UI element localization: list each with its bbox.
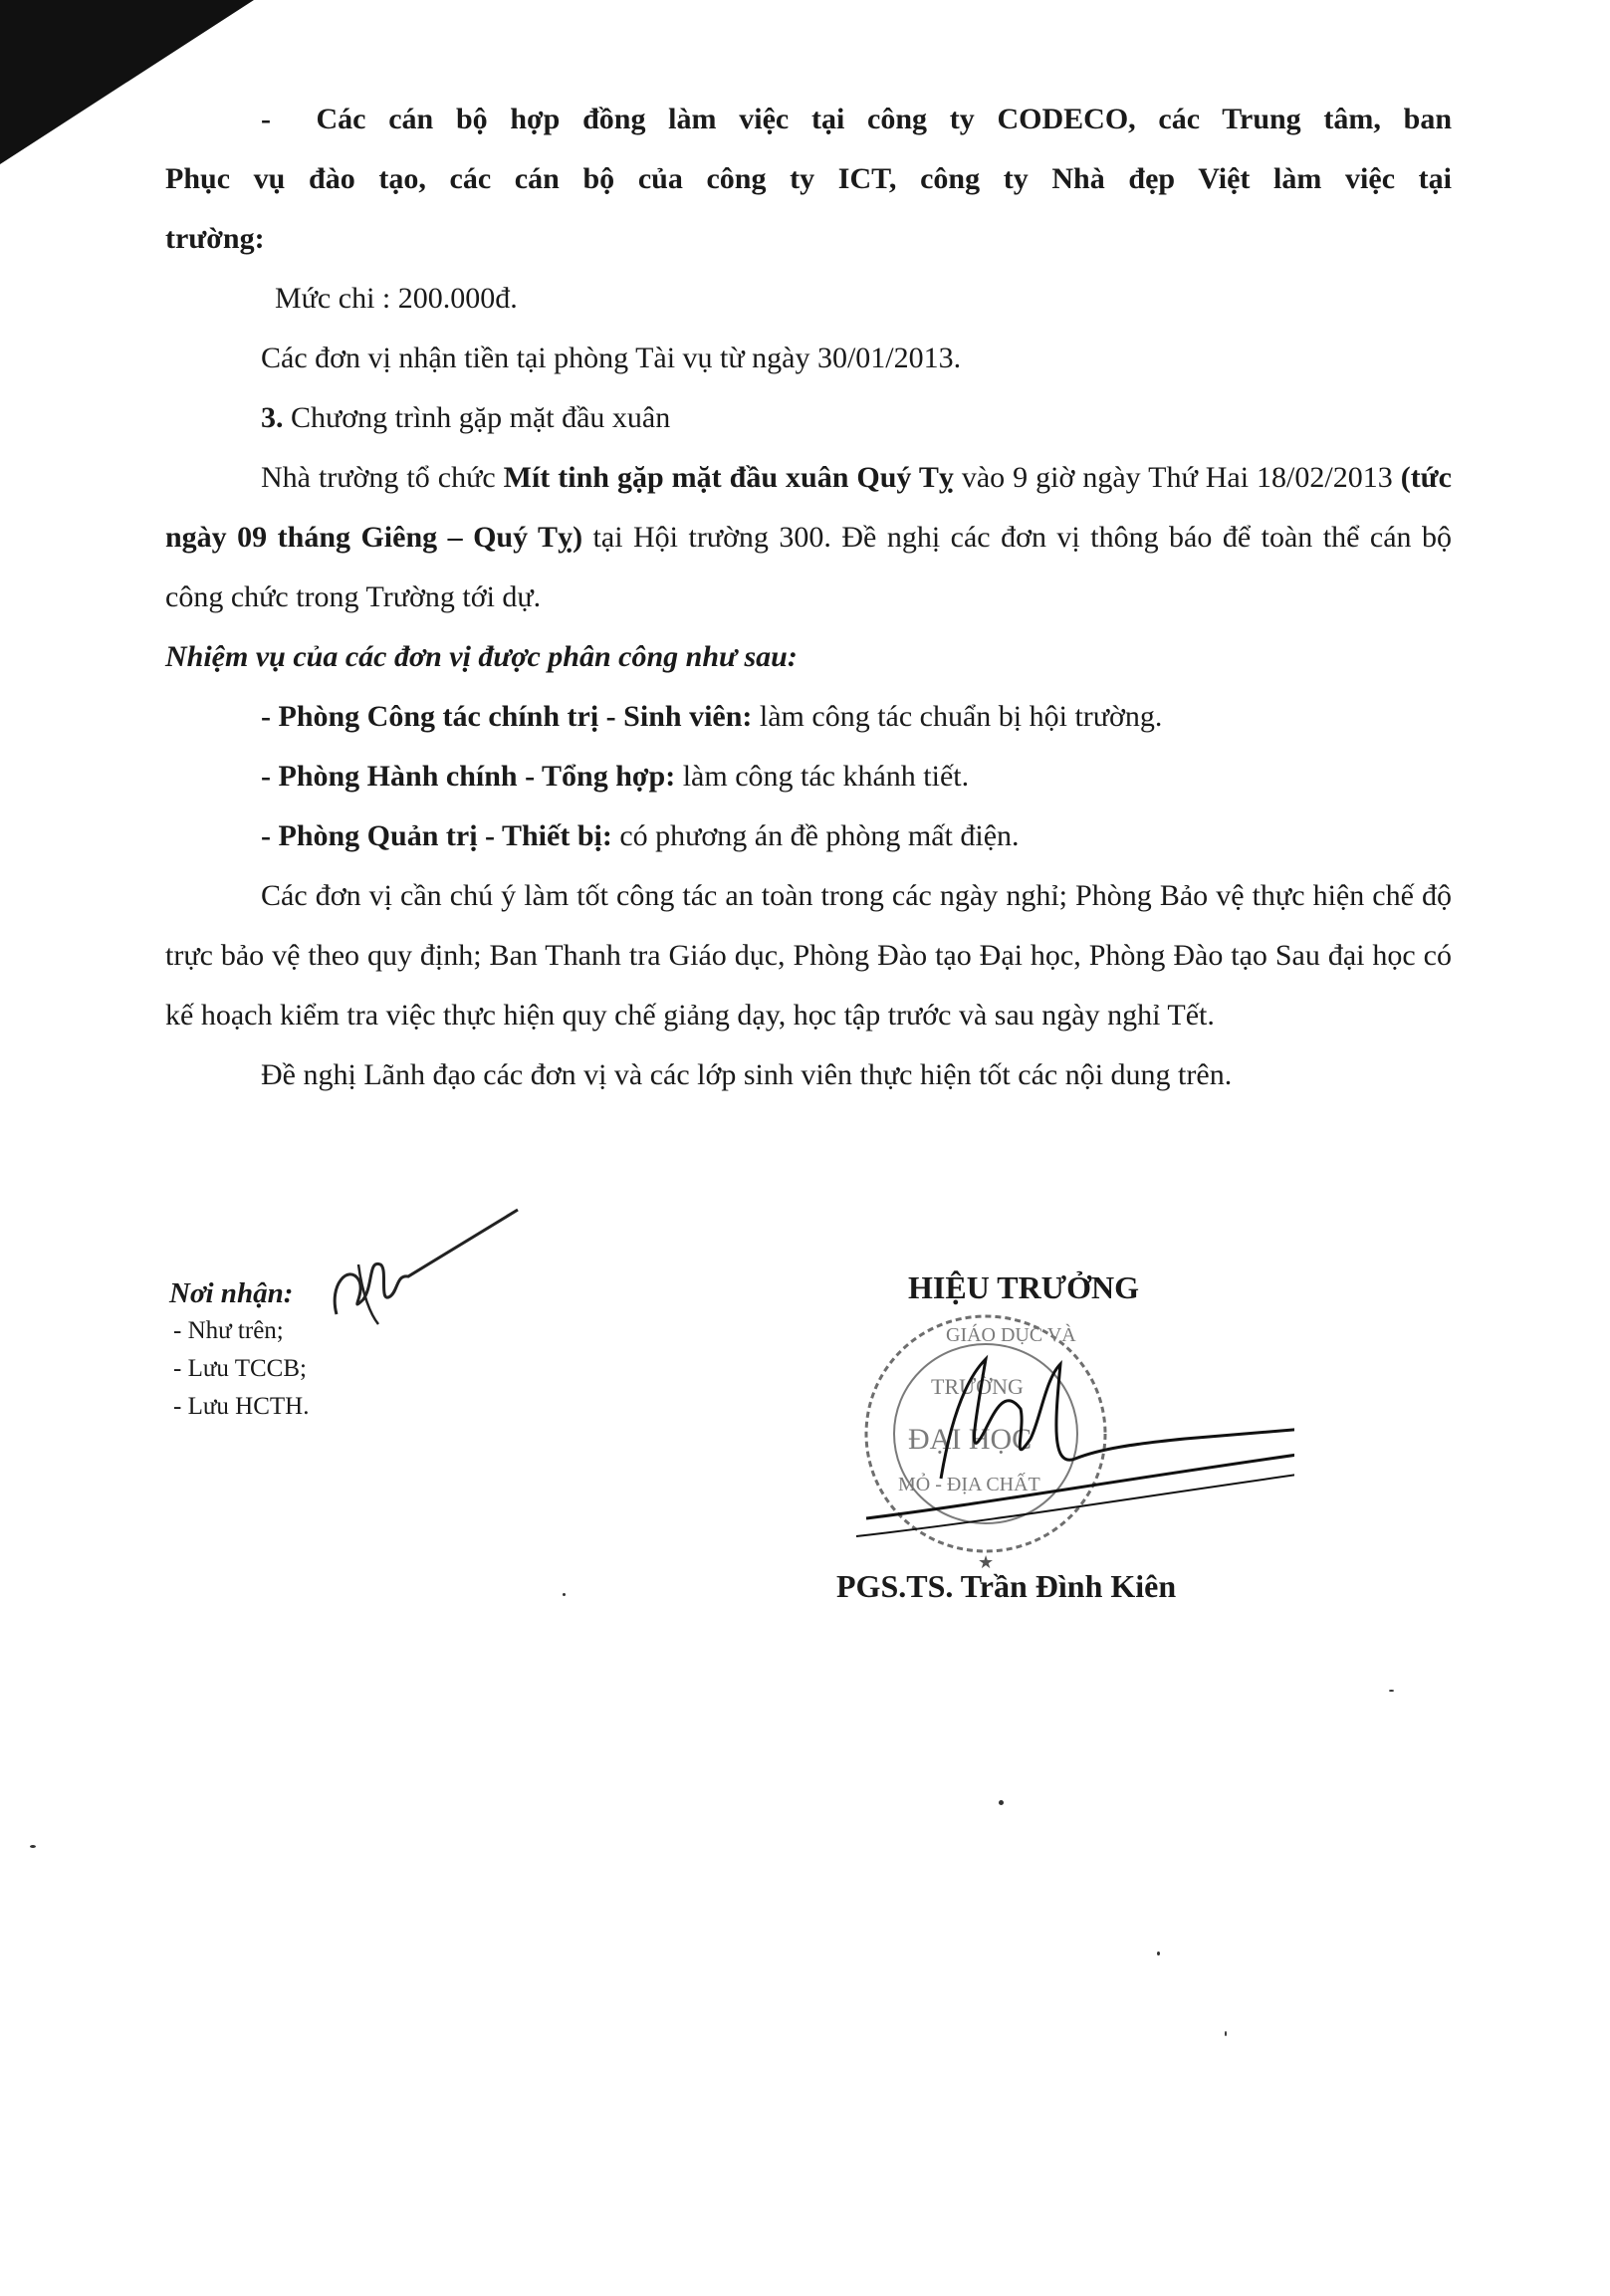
payment-pickup: Các đơn vị nhận tiền tại phòng Tài vụ từ ngày 30/01/2013. [261, 342, 962, 374]
svg-text:★: ★ [978, 1552, 995, 1573]
signature-block [836, 1269, 1294, 1628]
task-desc: làm công tác chuẩn bị hội trường. [752, 700, 1163, 733]
scan-speck [1389, 1690, 1394, 1692]
document-body [165, 90, 1452, 1105]
svg-text:TRƯỜNG: TRƯỜNG [931, 1374, 1024, 1399]
signer-name: PGS.TS. Trần Đình Kiên [836, 1568, 1177, 1604]
section-3-paragraph [165, 448, 1452, 627]
task-unit: - Phòng Quản trị - Thiết bị: [261, 819, 612, 852]
bullet-dash: - [261, 103, 271, 135]
section-3-heading [165, 388, 1452, 448]
recipients-block [169, 1274, 309, 1426]
staff-bullet [165, 90, 1452, 269]
initials-scribble [319, 1205, 528, 1344]
payment-amount: Mức chi : 200.000đ. [275, 282, 518, 315]
scan-speck [30, 1845, 36, 1848]
recipient-item: - Lưu HCTH. [173, 1393, 310, 1420]
task-item-1 [165, 687, 1452, 747]
recipient-item: - Lưu TCCB; [173, 1355, 307, 1382]
lunar-date: (tức ngày 09 tháng Giêng – Quý Tỵ) [165, 461, 1453, 554]
svg-text:GIÁO DỤC VÀ: GIÁO DỤC VÀ [946, 1324, 1076, 1346]
section-3-title: Chương trình gặp mặt đầu xuân [291, 401, 671, 434]
scan-speck [563, 1593, 566, 1596]
scan-speck [1225, 2031, 1227, 2036]
safety-paragraph: Các đơn vị cần chú ý làm tốt công tác an toàn trong các ngày nghỉ; Phòng Bảo vệ thực hiện chế độ trực bảo vệ theo quy định; Ban Thanh tra Giáo dục, Phòng Đào tạo Đại học, Phòng Đào tạo Sau đại học có kế hoạch kiểm tra việc thực hiện quy chế giảng dạy, học tập trước và sau ngày nghỉ Tết. [165, 879, 1452, 1032]
recipient-item: - Như trên; [173, 1317, 284, 1344]
staff-line-2: Phục vụ đào tạo, các cán bộ của công ty ICT, công ty Nhà đẹp Việt làm việc tại [165, 162, 1452, 195]
task-desc: có phương án đề phòng mất điện. [611, 819, 1020, 852]
svg-text:ĐẠI HỌC: ĐẠI HỌC [908, 1423, 1033, 1456]
section-3-text-end: tại Hội trường 300. Đề nghị các đơn vị thông báo để toàn thể cán bộ công chức trong Trường tới dự. [165, 521, 1452, 613]
task-item-3 [165, 806, 1452, 866]
section-3-text-mid: vào 9 giờ ngày Thứ Hai 18/02/2013 [953, 461, 1401, 494]
section-3-text-start: Nhà trường tổ chức [261, 461, 504, 494]
recipients-label: Nơi nhận: [169, 1277, 294, 1309]
official-seal [836, 1269, 1294, 1608]
scan-speck [999, 1800, 1004, 1805]
task-item-2 [165, 747, 1452, 806]
task-desc: làm công tác khánh tiết. [675, 760, 970, 793]
svg-text:MỎ - ĐỊA CHẤT: MỎ - ĐỊA CHẤT [898, 1474, 1040, 1495]
tasks-heading: Nhiệm vụ của các đơn vị được phân công như sau: [165, 640, 798, 673]
task-unit: - Phòng Công tác chính trị - Sinh viên: [261, 700, 753, 733]
task-unit: - Phòng Hành chính - Tổng hợp: [261, 760, 676, 793]
closing-paragraph: Đề nghị Lãnh đạo các đơn vị và các lớp sinh viên thực hiện tốt các nội dung trên. [261, 1058, 1233, 1091]
signer-title: HIỆU TRƯỞNG [908, 1269, 1140, 1305]
event-name: Mít tinh gặp mặt đầu xuân Quý Tỵ [503, 461, 954, 494]
scan-speck [1157, 1952, 1160, 1955]
section-3-number: 3. [261, 401, 284, 434]
staff-line-3: trường: [165, 222, 265, 255]
staff-line-1: Các cán bộ hợp đồng làm việc tại công ty CODECO, các Trung tâm, ban [316, 103, 1453, 135]
